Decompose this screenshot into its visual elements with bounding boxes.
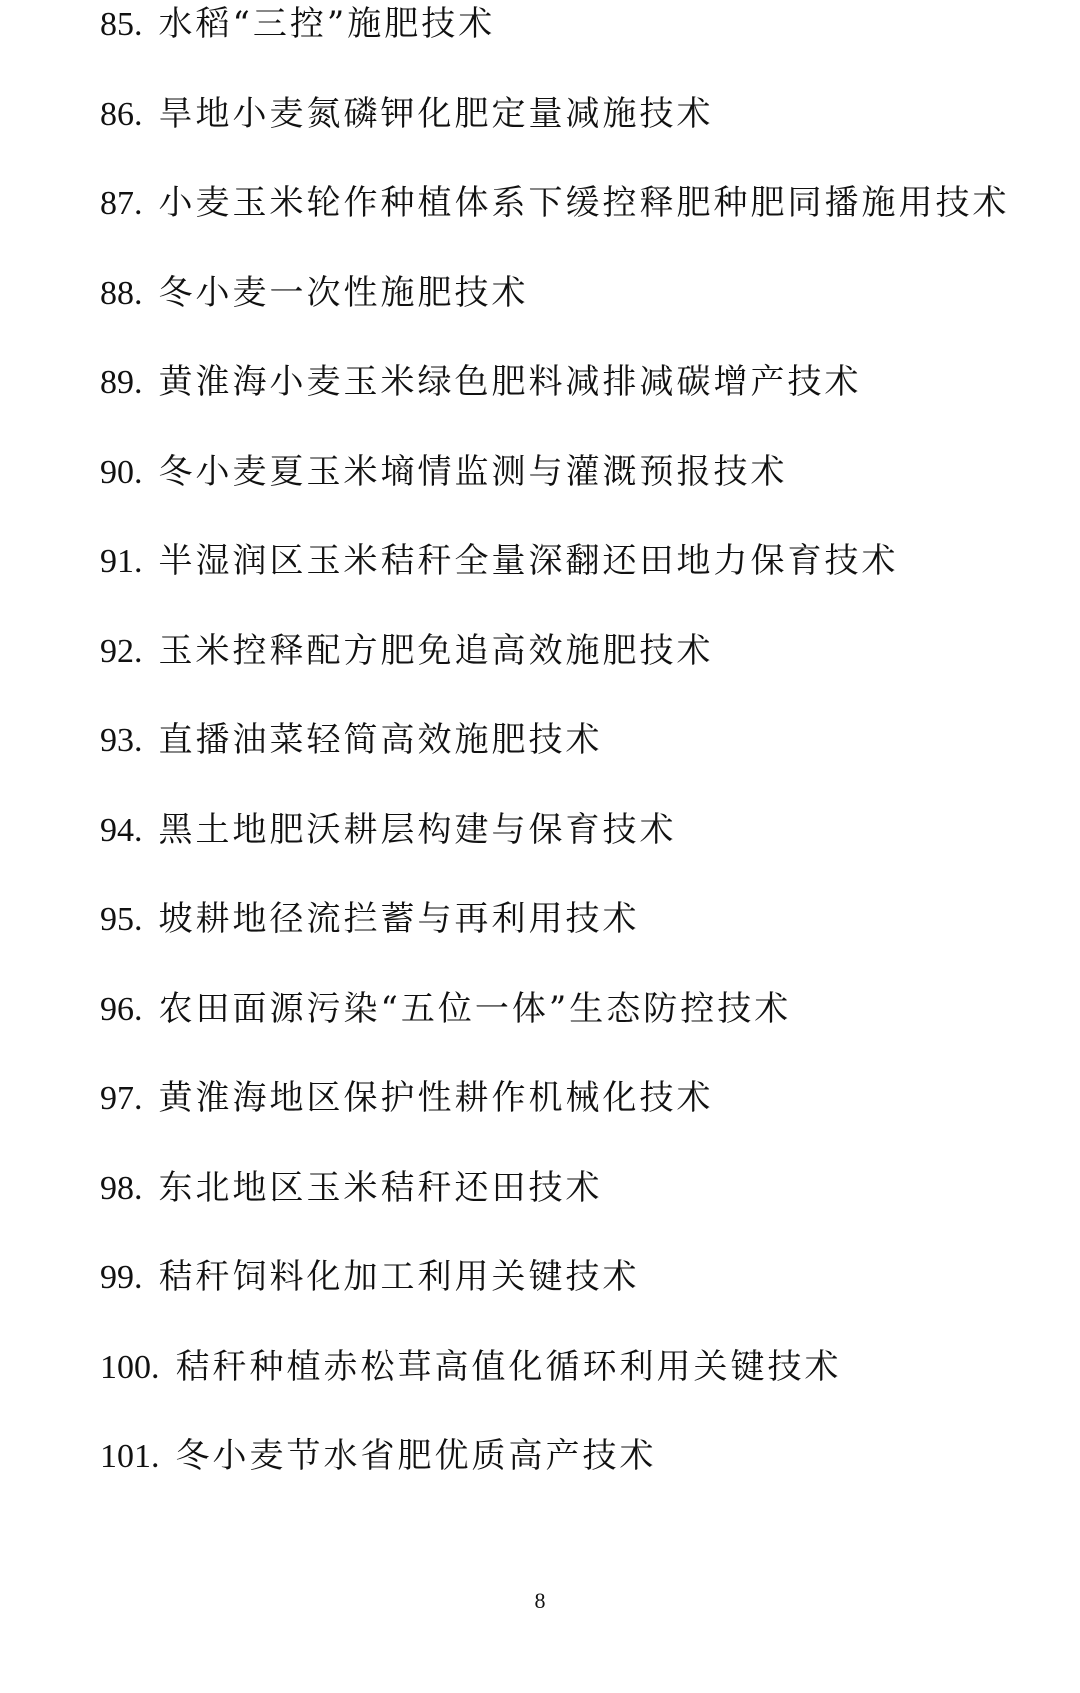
- item-text: 冬小麦节水省肥优质高产技术: [175, 1436, 657, 1476]
- list-item: [100, 800, 677, 860]
- item-text: 秸秆种植赤松茸高值化循环利用关键技术: [175, 1347, 842, 1387]
- list-item: [100, 1247, 640, 1307]
- item-number: 101.: [100, 1438, 160, 1475]
- item-text: 冬小麦一次性施肥技术: [158, 273, 529, 313]
- item-number: 89.: [100, 364, 143, 401]
- item-text: 东北地区玉米秸秆还田技术: [158, 1168, 603, 1208]
- list-item: [100, 1158, 603, 1218]
- list-item: [100, 173, 1010, 233]
- list-item: [100, 621, 714, 681]
- item-text: 农田面源污染“五位一体”生态防控技术: [158, 989, 792, 1029]
- item-text: 小麦玉米轮作种植体系下缓控释肥种肥同播施用技术: [158, 183, 1010, 223]
- list-item: [100, 0, 495, 54]
- item-text: 秸秆饲料化加工利用关键技术: [158, 1257, 640, 1297]
- item-text: 水稻“三控”施肥技术: [158, 4, 496, 44]
- item-text: 黑土地肥沃耕层构建与保育技术: [158, 810, 677, 850]
- list-item: [100, 84, 714, 144]
- item-text: 玉米控释配方肥免追高效施肥技术: [158, 631, 714, 671]
- item-text: 直播油菜轻简高效施肥技术: [158, 720, 603, 760]
- item-number: 90.: [100, 454, 143, 491]
- item-number: 93.: [100, 722, 143, 759]
- list-item: [100, 1337, 842, 1397]
- item-number: 86.: [100, 96, 143, 133]
- list-item: [100, 352, 862, 412]
- item-number: 95.: [100, 901, 143, 938]
- list-item: [100, 1068, 714, 1128]
- item-text: 半湿润区玉米秸秆全量深翻还田地力保育技术: [158, 541, 899, 581]
- item-text: 黄淮海地区保护性耕作机械化技术: [158, 1078, 714, 1118]
- item-number: 91.: [100, 543, 143, 580]
- item-number: 97.: [100, 1080, 143, 1117]
- list-item: [100, 263, 529, 323]
- item-number: 98.: [100, 1170, 143, 1207]
- list-item: [100, 710, 603, 770]
- item-text: 旱地小麦氮磷钾化肥定量减施技术: [158, 94, 714, 134]
- item-number: 88.: [100, 275, 143, 312]
- item-text: 黄淮海小麦玉米绿色肥料减排减碳增产技术: [158, 362, 862, 402]
- list-item: [100, 442, 788, 502]
- list-item: [100, 979, 791, 1039]
- list-item: [100, 1426, 657, 1486]
- item-number: 99.: [100, 1259, 143, 1296]
- page-number: 8: [534, 1588, 546, 1613]
- item-number: 96.: [100, 991, 143, 1028]
- item-number: 85.: [100, 6, 143, 43]
- item-text: 冬小麦夏玉米墒情监测与灌溉预报技术: [158, 452, 788, 492]
- list-item: [100, 531, 899, 591]
- item-number: 87.: [100, 185, 143, 222]
- item-number: 92.: [100, 633, 143, 670]
- item-text: 坡耕地径流拦蓄与再利用技术: [158, 899, 640, 939]
- item-number: 94.: [100, 812, 143, 849]
- list-item: [100, 889, 640, 949]
- item-number: 100.: [100, 1349, 160, 1386]
